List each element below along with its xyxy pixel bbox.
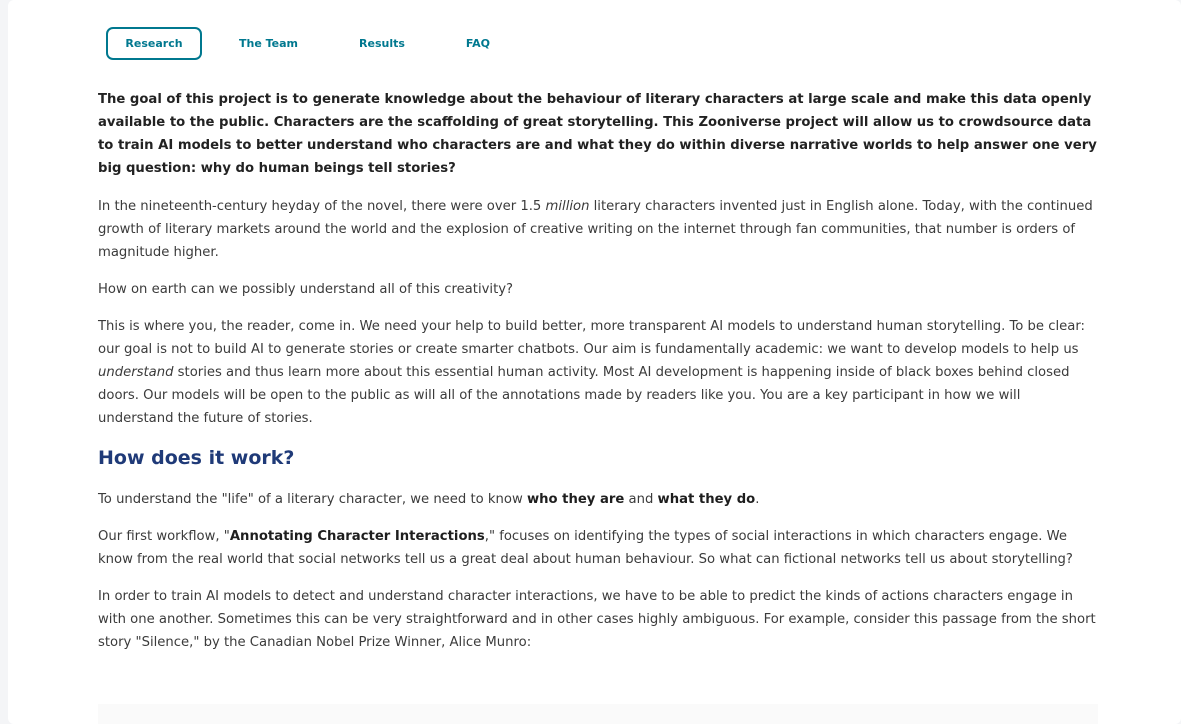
paragraph-reader-role <box>98 315 1098 430</box>
emphasis-text: understand <box>98 365 174 380</box>
bold-text: who they are <box>526 492 625 507</box>
paragraph-text: ," focuses on identifying the types of social interactions in which characters engage. We know from the real world that social networks tell us a great deal about human behaviour. So what can fictional networks tell us about storytelling? <box>98 529 1073 567</box>
paragraph-text: This is where you, the reader, come in. We need your help to build better, more transparent AI models to understand human storytelling. To be clear: our goal is not to build AI to generate stories or create smarter chatbots. Our aim is fundamentally academic: we want to develop models to help us <box>98 319 1085 357</box>
quote-block-edge <box>98 704 1098 724</box>
paragraph-text: literary characters invented just in English alone. Today, with the continued growth of literary markets around the world and the explosion of creative writing on the internet through fan communities, that number is orders of magnitude higher. <box>98 199 1093 260</box>
paragraph-text: and <box>624 492 658 507</box>
paragraph-text: Our first workflow, " <box>98 529 230 544</box>
lead-paragraph: The goal of this project is to generate knowledge about the behaviour of literary characters at large scale and make this data openly available to the public. Characters are the scaffolding of great storytelling. This Zooniverse project will allow us to crowdsource data to train AI models to better understand who characters are and what they do within diverse narrative worlds to help answer one very big question: why do human beings tell stories? <box>98 92 1097 176</box>
tab-the-team[interactable]: The Team <box>239 37 299 50</box>
research-article <box>98 88 1098 668</box>
paragraph-characters-count <box>98 195 1098 264</box>
paragraph-first-workflow <box>98 525 1098 571</box>
emphasis-text: million <box>545 199 590 214</box>
content-card <box>8 0 1181 724</box>
paragraph-text: . <box>755 492 760 507</box>
paragraph-text: In the nineteenth-century heyday of the novel, there were over 1.5 <box>98 199 546 214</box>
paragraph-text: To understand the "life" of a literary character, we need to know <box>98 492 527 507</box>
paragraph-question: How on earth can we possibly understand all of this creativity? <box>98 282 514 297</box>
bold-text: what they do <box>657 492 756 507</box>
tab-results[interactable]: Results <box>359 37 405 50</box>
tab-research[interactable]: Research <box>106 27 202 60</box>
tab-bar <box>106 27 492 60</box>
tab-faq[interactable]: FAQ <box>465 37 491 50</box>
workflow-name: Annotating Character Interactions <box>229 529 485 544</box>
paragraph-text: stories and thus learn more about this essential human activity. Most AI development is happening inside of black boxes behind closed doors. Our models will be open to the public as will all of the annotations made by readers like you. You are a key participant in how we will understand the future of stories. <box>98 365 1070 426</box>
section-heading: How does it work? <box>98 447 295 469</box>
paragraph-train-models: In order to train AI models to detect and understand character interactions, we have to be able to predict the kinds of actions characters engage in with one another. Sometimes this can be very straightforward and in other cases highly ambiguous. For example, consider this passage from the short story "Silence," by the Canadian Nobel Prize Winner, Alice Munro: <box>98 589 1096 650</box>
paragraph-life-of-character <box>98 488 1098 511</box>
